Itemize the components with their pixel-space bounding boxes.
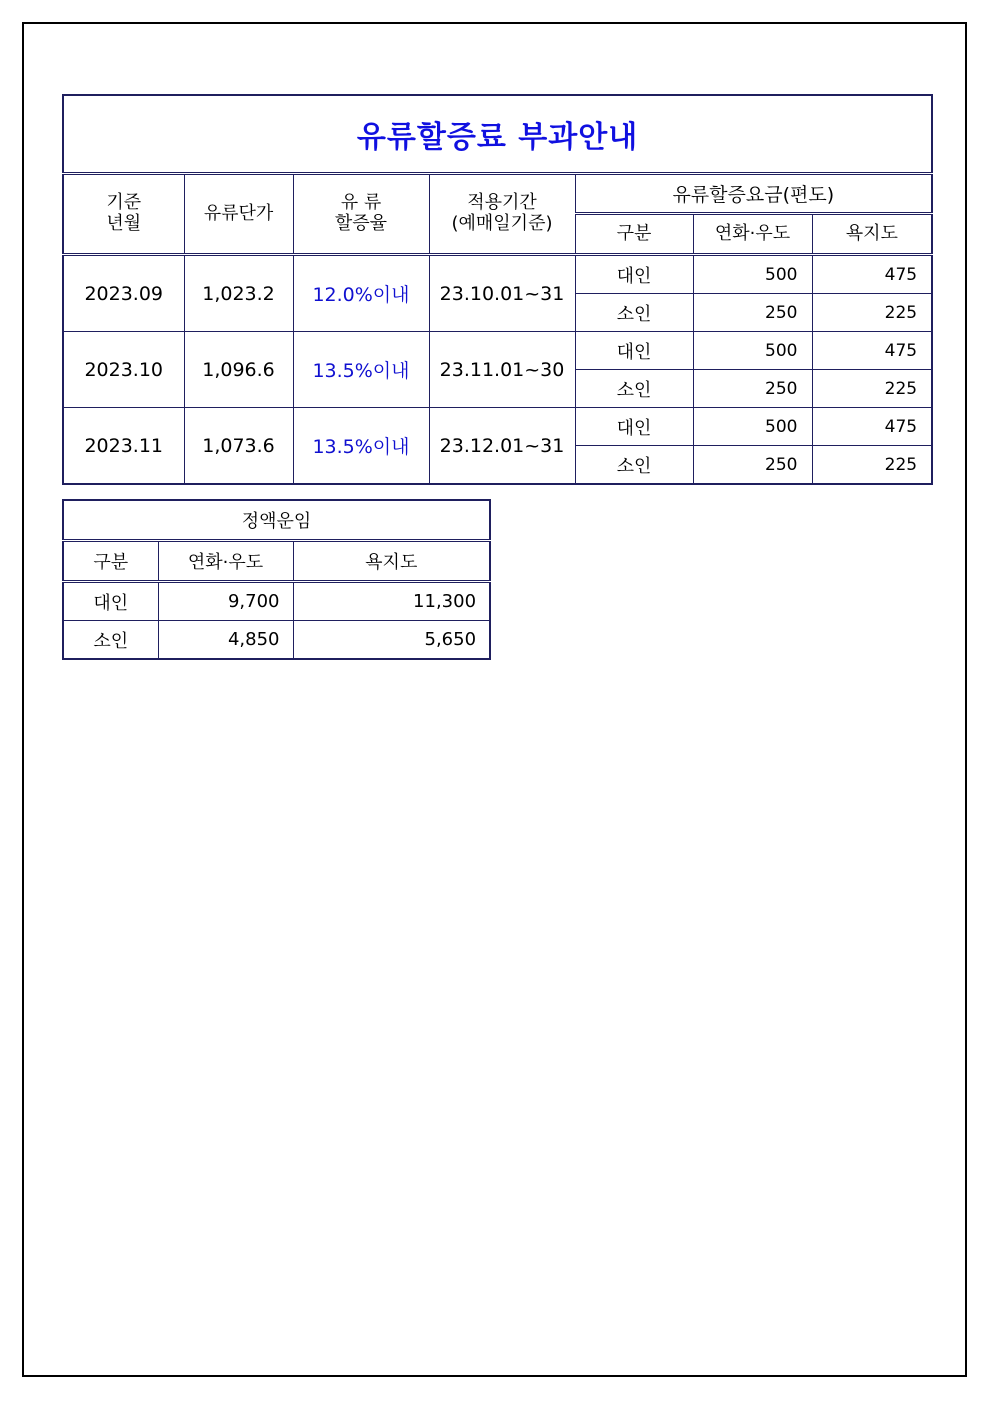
fee-route-b: 225 <box>812 294 932 332</box>
fee-route-a: 500 <box>693 408 812 446</box>
fee-route-b: 475 <box>812 332 932 370</box>
header-route-b: 욕지도 <box>812 214 932 255</box>
category-child: 소인 <box>575 370 693 408</box>
fare-route-b: 11,300 <box>293 582 490 621</box>
unit-price: 1,096.6 <box>184 332 293 408</box>
category-adult: 대인 <box>575 255 693 294</box>
table-row <box>63 582 490 621</box>
header-category: 구분 <box>63 541 158 582</box>
surcharge-rate: 12.0%이내 <box>293 255 429 332</box>
header-base-month: 기준 년월 <box>63 174 184 255</box>
fare-route-a: 9,700 <box>158 582 293 621</box>
category-child: 소인 <box>575 294 693 332</box>
fee-route-b: 225 <box>812 370 932 408</box>
fare-route-a: 4,850 <box>158 621 293 660</box>
category-adult: 대인 <box>575 332 693 370</box>
fare-route-b: 5,650 <box>293 621 490 660</box>
unit-price: 1,073.6 <box>184 408 293 485</box>
header-category: 구분 <box>575 214 693 255</box>
fee-route-a: 250 <box>693 446 812 485</box>
fee-route-a: 250 <box>693 294 812 332</box>
base-month: 2023.11 <box>63 408 184 485</box>
fuel-surcharge-table <box>62 94 933 485</box>
fee-route-a: 250 <box>693 370 812 408</box>
base-month: 2023.10 <box>63 332 184 408</box>
category-adult: 대인 <box>63 582 158 621</box>
apply-period: 23.11.01~30 <box>429 332 575 408</box>
category-child: 소인 <box>575 446 693 485</box>
table-title: 유류할증료 부과안내 <box>63 95 932 174</box>
fee-route-b: 475 <box>812 255 932 294</box>
apply-period: 23.10.01~31 <box>429 255 575 332</box>
header-unit-price: 유류단가 <box>184 174 293 255</box>
unit-price: 1,023.2 <box>184 255 293 332</box>
header-period: 적용기간 (예매일기준) <box>429 174 575 255</box>
category-adult: 대인 <box>575 408 693 446</box>
table-row <box>63 332 932 370</box>
fixed-fare-table <box>62 499 491 660</box>
header-route-a: 연화·우도 <box>158 541 293 582</box>
fee-route-b: 225 <box>812 446 932 485</box>
fixed-fare-title: 정액운임 <box>63 500 490 541</box>
fee-route-a: 500 <box>693 255 812 294</box>
base-month: 2023.09 <box>63 255 184 332</box>
surcharge-rate: 13.5%이내 <box>293 332 429 408</box>
apply-period: 23.12.01~31 <box>429 408 575 485</box>
header-rate: 유 류 할증율 <box>293 174 429 255</box>
table-row <box>63 255 932 294</box>
table-row <box>63 621 490 660</box>
table-row <box>63 408 932 446</box>
surcharge-rate: 13.5%이내 <box>293 408 429 485</box>
fee-route-b: 475 <box>812 408 932 446</box>
header-route-a: 연화·우도 <box>693 214 812 255</box>
category-child: 소인 <box>63 621 158 660</box>
header-route-b: 욕지도 <box>293 541 490 582</box>
fee-route-a: 500 <box>693 332 812 370</box>
header-fee-group: 유류할증요금(편도) <box>575 174 932 214</box>
